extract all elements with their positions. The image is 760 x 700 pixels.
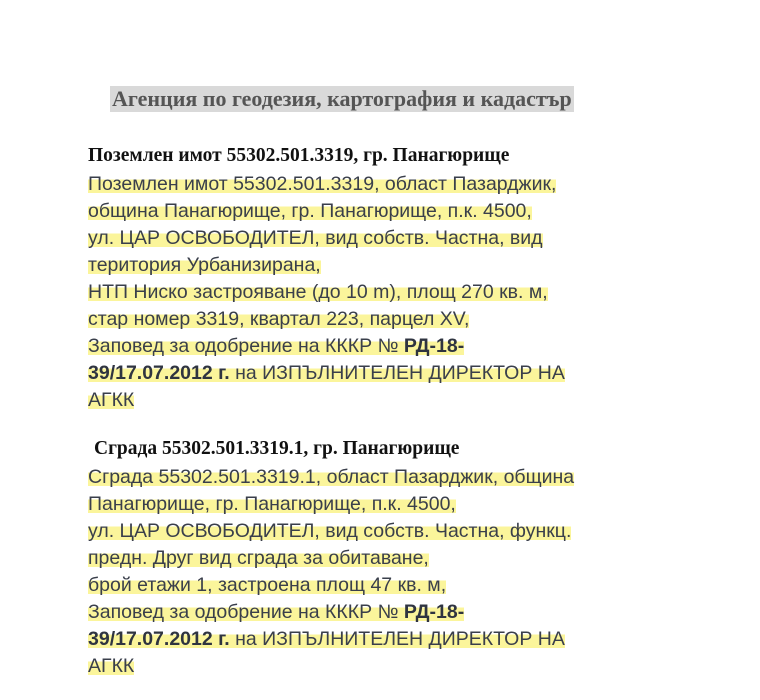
description-line: ул. ЦАР ОСВОБОДИТЕЛ, вид собств. Частна, вид bbox=[88, 227, 543, 249]
description-line: община Панагюрище, гр. Панагюрище, п.к. 4500, bbox=[88, 200, 532, 222]
order-line bbox=[88, 626, 574, 653]
order-line bbox=[88, 599, 574, 626]
section-heading: Сграда 55302.501.3319.1, гр. Панагюрище bbox=[94, 438, 460, 459]
description-line: ул. ЦАР ОСВОБОДИТЕЛ, вид собств. Частна, функц. bbox=[88, 520, 572, 542]
order-number: РД-18- bbox=[403, 601, 465, 623]
description-line: предн. Друг вид сграда за обитаване, bbox=[88, 547, 429, 569]
description-line: Сграда 55302.501.3319.1, област Пазарджик, община bbox=[88, 466, 575, 488]
order-suffix: на ИЗПЪЛНИТЕЛЕН ДИРЕКТОР НА bbox=[229, 362, 565, 384]
order-line bbox=[88, 333, 565, 360]
order-prefix: Заповед за одобрение на КККР № bbox=[88, 335, 404, 357]
order-suffix: на ИЗПЪЛНИТЕЛЕН ДИРЕКТОР НА bbox=[229, 628, 565, 650]
description-line: Поземлен имот 55302.501.3319, област Пазарджик, bbox=[88, 173, 557, 195]
order-line: АГКК bbox=[88, 655, 135, 677]
agency-title: Агенция по геодезия, картография и кадастър bbox=[112, 86, 572, 111]
section-heading: Поземлен имот 55302.501.3319, гр. Панагюрище bbox=[88, 145, 510, 166]
description-line: територия Урбанизирана, bbox=[88, 254, 321, 276]
land-property-section bbox=[88, 143, 565, 414]
description-line: стар номер 3319, квартал 223, парцел XV, bbox=[88, 308, 470, 330]
order-line bbox=[88, 360, 565, 387]
order-number: 39/17.07.2012 г. bbox=[88, 362, 230, 384]
description-line: Панагюрище, гр. Панагюрище, п.к. 4500, bbox=[88, 493, 456, 515]
description-line: брой етажи 1, застроена площ 47 кв. м, bbox=[88, 574, 447, 596]
order-number: 39/17.07.2012 г. bbox=[88, 628, 230, 650]
order-number: РД-18- bbox=[403, 335, 465, 357]
order-line: АГКК bbox=[88, 389, 135, 411]
description-line: НТП Ниско застрояване (до 10 m), площ 270 кв. м, bbox=[88, 281, 548, 303]
order-prefix: Заповед за одобрение на КККР № bbox=[88, 601, 404, 623]
building-section bbox=[88, 436, 574, 680]
